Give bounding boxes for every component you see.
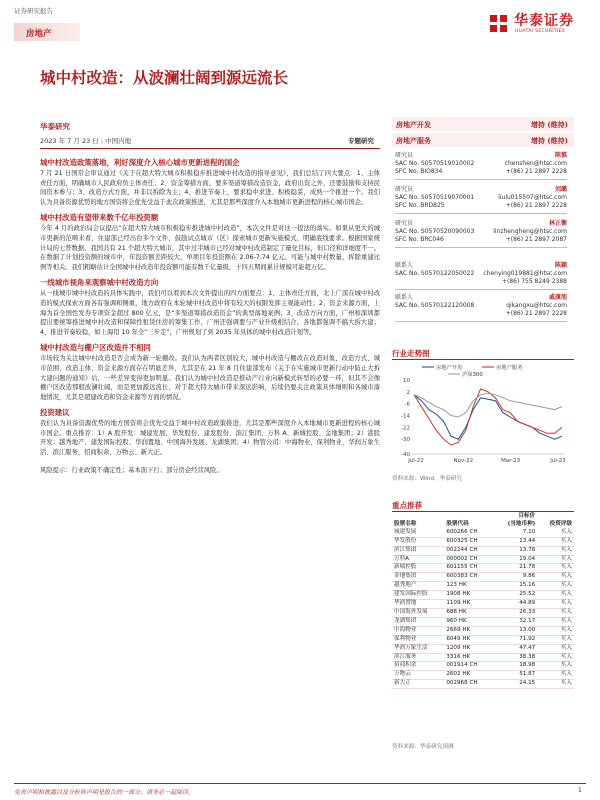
table-cell: 600383 CH xyxy=(446,573,478,580)
analyst-card xyxy=(395,262,567,286)
analyst-name: 刘璐 xyxy=(554,186,567,193)
x-tick-label: Mar-23 xyxy=(501,458,521,464)
col-target: 目标价 xyxy=(518,513,536,519)
table-cell: 万科A xyxy=(394,555,410,562)
table-cell: 600266 CH xyxy=(446,528,478,535)
table-cell: 2669 HK xyxy=(446,626,471,633)
table-cell: 买入 xyxy=(560,546,572,553)
table-cell: 6049 HK xyxy=(446,635,471,642)
table-cell: 金地集团 xyxy=(394,573,417,580)
analyst-phone: +(86) 755 8249 2388 xyxy=(501,278,567,285)
table-cell: 7.10 xyxy=(522,528,536,535)
table-cell: 601155 CH xyxy=(446,564,478,571)
table-header-row xyxy=(392,513,574,521)
col-header: 股票代码 xyxy=(446,520,469,527)
table-cell: 万物云 xyxy=(394,671,411,678)
date-text: 2023 年 7 月 23 日 xyxy=(40,137,99,145)
analyst-divider xyxy=(395,213,567,214)
table-cell: 华润万象生活 xyxy=(394,644,428,651)
table-cell: 新大正 xyxy=(394,680,411,687)
section-body: 市场较为关注城中村改造是否会成为新一轮棚改。我们认为两者区别较大，城中村改造与棚改在改造对象、改造方式、城市范围、改造主体、资金来源方面存在明显差异，尤其是在 21 年 8 月住建部发布《关于在实施城市更新行动中防止大拆大建问题的通知》后，一些差异变得更加明显。我们认为城中村改造是推动产行业向新模式转型的必要一环，但其不会像棚户区改造那般波澜壮阔，而是更加源远流长，对于超大特大城市带来深远影响，后续仍要关注政策具体细则和各城市落地情况，尤其是超建改造和资金来源等方面的情况。 xyxy=(40,355,380,401)
table-cell: 买入 xyxy=(560,608,572,615)
recs-source: 资料来源：华泰研究预测 xyxy=(392,744,454,750)
table-row xyxy=(392,555,574,564)
main-content xyxy=(40,157,380,475)
table-row xyxy=(392,582,574,591)
rating-sector: 房地产服务 xyxy=(396,136,431,145)
table-row xyxy=(392,617,574,626)
trend-title: 行业走势图 xyxy=(392,349,430,358)
analyst-name: 陈颖 xyxy=(554,262,567,269)
table-cell: 越秀地产 xyxy=(394,582,417,589)
table-cell: 21.78 xyxy=(519,564,536,571)
legend-label: 房地产开发 xyxy=(436,365,463,371)
y-tick-label: -14 xyxy=(401,413,410,420)
analyst-card xyxy=(395,186,567,210)
table-cell: 1209 HK xyxy=(446,644,471,651)
table-row xyxy=(392,644,574,653)
table-cell: 买入 xyxy=(560,680,572,687)
table-cell: 15.16 xyxy=(519,582,536,589)
table-cell: 688 HK xyxy=(446,608,467,615)
chart-source: 资料来源：Wind，华泰研究 xyxy=(392,476,462,482)
y-tick-label: -22 xyxy=(401,425,410,432)
analyst-email[interactable]: chenshen@htsc.com xyxy=(504,160,567,167)
page-title: 城中村改造：从波澜壮阔到源远流长 xyxy=(40,68,289,87)
risk-warning: 风险提示：行业政策不确定性；基本面下行；部分房企经营风险。 xyxy=(40,466,223,474)
analyst-sac: SAC No. S0570122050022 xyxy=(395,270,475,277)
table-header-row xyxy=(392,521,574,529)
section-title: 投资建议 xyxy=(40,408,70,418)
ratings-box xyxy=(392,117,574,148)
report-date: 2023 年 7 月 23 日 | 中国内地 xyxy=(40,137,132,145)
table-cell: 13.44 xyxy=(519,537,536,544)
y-tick-label: 2 xyxy=(406,389,410,396)
x-tick-label: Nov-22 xyxy=(453,458,474,464)
analyst-name: 戚康旭 xyxy=(548,294,567,301)
y-tick-label: 10 xyxy=(403,378,410,384)
table-row xyxy=(392,626,574,635)
table-row xyxy=(392,662,574,671)
table-cell: 32.17 xyxy=(519,617,536,624)
table-row xyxy=(392,608,574,617)
table-cell: 买入 xyxy=(560,653,572,660)
region-text: 中国内地 xyxy=(105,137,132,145)
table-row xyxy=(392,600,574,609)
table-cell: 38.38 xyxy=(519,653,536,660)
recs-table-wrap xyxy=(392,513,574,689)
table-cell: 44.89 xyxy=(519,600,536,607)
table-cell: 华润置地 xyxy=(394,600,417,607)
table-cell: 龙湖集团 xyxy=(394,617,417,624)
section-body: 7 月 21 日国常会审议通过《关于在超大特大城市积极稳步推进城中村改造的指导意见》，我们总结了四大要点：1、主体责任方面，明确城市人民政府负主体责任；2、资金筹措方面，要多渠道筹措改造资金，政府出资之外，还要鼓励和支持民间资本参与；3、改造方式方面，并非以拆除为主；4、推进节奏上，要求稳中求进、积极稳妥，成熟一个推进一个。我们认为具备资源优势的地方国资将会优先受益于此次政策推进，尤其是那些深度介入本地城市更新进程的核心城市国企。 xyxy=(40,170,380,206)
logo-mark-icon xyxy=(488,13,510,35)
sector-label: 房地产 xyxy=(26,29,52,39)
analyst-phone: +(86) 21 2897 2228 xyxy=(505,202,567,209)
y-tick-label: -30 xyxy=(401,437,410,444)
table-cell: 招商积余 xyxy=(394,662,417,669)
logo-subtext: HUATAI SECURITIES xyxy=(515,29,566,34)
table-cell: 买入 xyxy=(560,573,572,580)
trend-title-line xyxy=(392,359,574,360)
analyst-sac: SAC No. S0570520090003 xyxy=(395,228,475,235)
table-row xyxy=(392,591,574,600)
analyst-role: 研究员 xyxy=(395,220,414,227)
x-tick-label: Jul-22 xyxy=(408,458,424,464)
table-cell: 滨江服务 xyxy=(394,653,417,660)
table-cell: 960 HK xyxy=(446,617,467,624)
section-body: 今年 4 月的政治局会议提出“在超大特大城市积极稳步推进城中村改造”，本次文件是对这一提法的落实。如果从更大的城市更新的范畴来看，住建部已经出台多个文件，鼓励试点城市（区）探索城市更新实施模式，明确底线要求。根据国家统计局的七普数据，我国共有 21 个超大特大城市，其中过半城市已经对城中村改造制定了量化目标，但口径和详细度不一。在数据了计划投资额的城市中，年投资额差距较大，单项目年投资额在 2.06-7.74 亿元。可能与城中村数量、拆除重建比例等相关。我们粗略估计全国城中村改造年投资额可能有数千亿量级，十四五期间累计规模可能超万亿。 xyxy=(40,225,380,271)
table-cell: 买入 xyxy=(560,671,572,678)
table-cell: 买入 xyxy=(560,644,572,651)
table-cell: 25.52 xyxy=(519,591,536,598)
x-tick-label: Jul-23 xyxy=(550,458,566,464)
table-cell: 002244 CH xyxy=(446,546,478,553)
analyst-phone: +(86) 21 2897 2087 xyxy=(505,236,567,243)
table-cell: 买入 xyxy=(560,564,572,571)
table-cell: 华发股份 xyxy=(394,537,417,544)
analyst-phone: +(86) 21 2897 2228 xyxy=(505,168,567,175)
analyst-divider xyxy=(395,179,567,180)
analyst-email[interactable]: linzhengheng@htsc.com xyxy=(493,228,567,235)
footer-disclaimer: 免责声明和披露以及分析师声明是报告的一部分，请务必一起阅读。 xyxy=(14,789,195,796)
table-cell: 1908 HK xyxy=(446,591,471,598)
rating-value: 增持 (维持) xyxy=(530,120,568,129)
table-cell: 9.86 xyxy=(522,573,536,580)
analyst-sac: SAC No. S0570122120008 xyxy=(395,302,475,309)
table-row xyxy=(392,573,574,582)
table-cell: 2602 HK xyxy=(446,671,471,678)
table-cell: 滨江集团 xyxy=(394,546,417,553)
col-header: 股票名称 xyxy=(394,520,417,527)
table-cell: 000002 CH xyxy=(446,555,478,562)
rating-value: 增持 (维持) xyxy=(530,136,568,145)
analyst-email[interactable]: qikangxu@htsc.com xyxy=(506,302,567,309)
table-cell: 买入 xyxy=(560,537,572,544)
table-cell: 71.92 xyxy=(519,635,536,642)
table-cell: 3316 HK xyxy=(446,653,471,660)
analyst-divider xyxy=(395,321,567,322)
analyst-phone: +(86) 21 2897 2228 xyxy=(505,310,567,317)
table-cell: 买入 xyxy=(560,626,572,633)
analyst-sfc: SFC No. BRC046 xyxy=(395,236,444,243)
table-cell: 买入 xyxy=(560,528,572,535)
series-line xyxy=(414,395,562,439)
col-header: 投资评级 xyxy=(549,520,572,527)
analyst-card xyxy=(395,220,567,244)
table-cell: 001914 CH xyxy=(446,662,478,669)
table-cell: 600325 CH xyxy=(446,537,478,544)
recs-title: 重点推荐 xyxy=(392,501,422,510)
table-cell: 13.00 xyxy=(519,626,536,633)
table-cell: 城建发展 xyxy=(394,528,417,535)
logo-text: 华泰证券 xyxy=(514,13,574,29)
table-cell: 26.33 xyxy=(519,608,536,615)
meta-divider xyxy=(40,148,380,149)
table-cell: 买入 xyxy=(560,662,572,669)
table-cell: 51.87 xyxy=(519,671,536,678)
section-title: 城中村改造与棚户区改造并不相同 xyxy=(40,343,151,353)
analyst-name: 陈慎 xyxy=(554,152,567,159)
analyst-divider xyxy=(395,247,567,248)
analyst-card xyxy=(395,152,567,176)
table-row xyxy=(392,671,574,680)
analyst-role: 研究员 xyxy=(395,186,414,193)
recs-title-line xyxy=(392,511,574,512)
legend-label: 房地产服务 xyxy=(496,365,523,371)
trend-chart xyxy=(392,362,574,472)
legend-label: 沪深300 xyxy=(462,372,483,378)
analyst-role: 联系人 xyxy=(395,262,414,269)
table-cell: 买入 xyxy=(560,582,572,589)
table-cell: 买入 xyxy=(560,617,572,624)
table-cell: 建发国际控股 xyxy=(394,591,428,598)
analyst-name: 林正衡 xyxy=(548,220,567,227)
section-title: 一线城市视角来观察城中村改造方向 xyxy=(40,278,159,288)
table-row xyxy=(392,635,574,644)
section-body: 从一线城市城中村改造的具体实践中，我们可以看到本次文件提出的四方面要点：1、主体责任方面，北上广深在城中村改造的模式探索方面各有强调和侧重，地方政府在本轮城中村改造中将有较大的权限发挥主观能动性；2、资金来源方面，上海为首全国性发券专项资金超过 800 亿元，是“多渠道筹措改造资金”的典型落地案例；3、改造方向方面，广州和深圳都提出要统筹推进城中村改造和保障性租赁住房的筹集工作，广州还强调要与产业升级相结合，各地都强调不搞大拆大建；4、推进节奏较稳，如上海用 10 年全“三步走”，广州规划了到 2035 年具体的城中村改造计划等。 xyxy=(40,290,380,336)
table-cell: 买入 xyxy=(560,555,572,562)
analyst-sfc: SFC No. BRD825 xyxy=(395,202,445,209)
analyst-sac: SAC No. S0570519010002 xyxy=(395,160,475,167)
table-cell: 47.47 xyxy=(519,644,536,651)
analyst-divider xyxy=(395,289,567,290)
analyst-email[interactable]: chenying019881@htsc.com xyxy=(483,270,567,277)
table-cell: 13.78 xyxy=(519,546,536,553)
series-line xyxy=(414,389,562,445)
col-header: (当地币种) xyxy=(507,520,536,527)
table-row xyxy=(392,546,574,555)
rating-sector: 房地产开发 xyxy=(396,120,431,129)
table-cell: 18.98 xyxy=(519,662,536,669)
analyst-sac: SAC No. S0570519070001 xyxy=(395,194,475,201)
table-cell: 19.04 xyxy=(519,555,536,562)
table-cell: 002968 CH xyxy=(446,680,478,687)
table-cell: 买入 xyxy=(560,635,572,642)
page-number: 1 xyxy=(578,787,582,794)
recs-table xyxy=(392,513,574,689)
table-cell: 24.15 xyxy=(519,680,536,687)
table-cell: 买入 xyxy=(560,591,572,598)
table-cell: 买入 xyxy=(560,600,572,607)
report-kind: 专题研究 xyxy=(348,137,374,145)
company-logo xyxy=(488,10,586,40)
footer-line xyxy=(14,783,586,784)
y-tick-label: -6 xyxy=(404,401,410,408)
table-row xyxy=(392,653,574,662)
table-cell: 中海物业 xyxy=(394,626,417,633)
table-cell: 中国海外发展 xyxy=(394,608,428,615)
analyst-card xyxy=(395,294,567,318)
section-title: 城中村改造有望带来数千亿年投资额 xyxy=(40,213,159,223)
analyst-role: 研究员 xyxy=(395,152,414,159)
research-label: 华泰研究 xyxy=(40,122,70,131)
table-cell: 1109 HK xyxy=(446,600,471,607)
section-title: 城中村改造政策落地，利好深度介入核心城市更新进程的国企 xyxy=(40,158,240,167)
section-body: 我们认为具备资源优势的地方国资将会优先受益于城中村改造政策推进，尤其是那些深度介入本地城市更新进程的核心城市国企。重点推荐：1）A 股开发：城建发展、华发股份、建发股份、滨江集团、万科 A、新城控股、金地集团；2）港股开发：越秀地产、建发国际控股、华润置地、中国海外发展、龙湖集团；4）物管公司：中海物业、保利物业、华润万象生活、滨江服务、招商积余、万物云、新大正。 xyxy=(40,420,380,457)
analyst-email[interactable]: liulu015507@htsc.com xyxy=(498,194,567,201)
table-row xyxy=(392,537,574,546)
table-row xyxy=(392,529,574,537)
report-type: 证券研究报告 xyxy=(14,7,53,15)
table-cell: 新城控股 xyxy=(394,564,417,571)
table-cell: 保利物业 xyxy=(394,635,417,642)
y-tick-label: -40 xyxy=(401,452,410,458)
table-row xyxy=(392,680,574,689)
table-cell: 123 HK xyxy=(446,582,467,589)
analyst-role: 联系人 xyxy=(395,294,414,301)
analyst-sfc: SFC No. BIO834 xyxy=(395,168,443,175)
table-row xyxy=(392,564,574,573)
